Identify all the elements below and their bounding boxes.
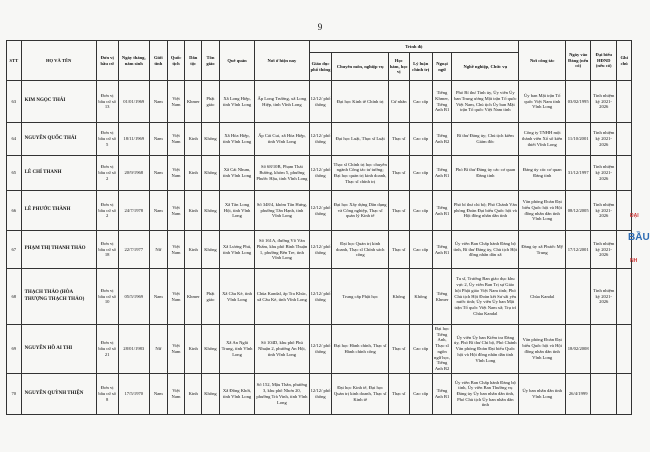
cell-specialty: Đại học Kinh tế, Đại học Quản trị kinh doanh, Thạc sĩ Kinh tế	[332, 373, 388, 414]
cell-job: Phó Bí thư Tỉnh ủy, Ủy viên Ủy ban Trung ương Mặt trận Tổ quốc Việt Nam, Chủ tịch Ủy ban Mặt trận Tổ quốc Việt Nam tỉnh	[452, 81, 519, 123]
header-dob: Ngày tháng, năm sinh	[118, 41, 149, 81]
cell-religion: Không	[202, 156, 220, 191]
cell-hdnd: Tỉnh nhiệm kỳ 2021-2026	[591, 156, 617, 191]
cell-name: PHẠM THỊ THANH THẢO	[21, 231, 96, 269]
cell-stt: 69	[7, 325, 22, 374]
header-specialty: Chuyên môn, nghiệp vụ	[332, 53, 388, 81]
header-religion: Tôn giáo	[202, 41, 220, 81]
header-politics: Lý luận chính trị	[409, 53, 432, 81]
cell-unit: Đơn vị bầu cử số 5	[96, 123, 118, 156]
cell-nation: Việt Nam	[167, 123, 185, 156]
cell-stt: 64	[7, 123, 22, 156]
side-stamp-red-lower: NH	[630, 258, 638, 264]
cell-language: Tiếng Anh B1	[432, 231, 452, 269]
cell-dob: 22/7/1977	[118, 231, 149, 269]
cell-note	[617, 373, 632, 414]
cell-hdnd: Tỉnh nhiệm kỳ 2021-2026	[591, 191, 617, 231]
cell-language: Tiếng Anh B1	[432, 373, 452, 414]
cell-language: Tiếng Khmer	[432, 269, 452, 325]
cell-politics: Cao cấp	[409, 231, 432, 269]
cell-degree: Thạc sĩ	[388, 156, 409, 191]
cell-hometown: Xã Lương Phú, tỉnh Vĩnh Long	[219, 231, 254, 269]
cell-ethnic: Kinh	[185, 156, 202, 191]
header-unit: Đơn vị bầu cử	[96, 41, 118, 81]
cell-specialty: Đại học Luật, Thạc sĩ Luật	[332, 123, 388, 156]
cell-dob: 24/7/1978	[118, 191, 149, 231]
cell-general: 12/12/ phổ thông	[309, 191, 332, 231]
cell-language: Đại học Tiếng Anh, Thạc sĩ ngôn ngữ học, Tiếng Anh B2	[432, 325, 452, 374]
cell-residence: Số 161A, đường Võ Văn Phẩm, khu phố Bình Thuận 1, phường Bến Tre, tỉnh Vĩnh Long	[255, 231, 309, 269]
table-row	[7, 269, 632, 325]
header-job: Nghề nghiệp, Chức vụ	[452, 53, 519, 81]
cell-job: Tu sĩ, Trưởng Ban giáo dục khu vực 2, Ủy viên Ban Trị sự Giáo hội Phật giáo Việt Nam tỉnh; Phó Chủ tịch Hội Đoàn kết Sư sãi yêu nước tỉnh; Ủy viên Ủy ban Mặt trận Tổ quốc Việt Nam xã; Trụ trì Chùa Kandal	[452, 269, 519, 325]
cell-stt: 63	[7, 81, 22, 123]
cell-religion: Phật giáo	[202, 269, 220, 325]
cell-general: 12/12/ phổ thông	[309, 269, 332, 325]
cell-residence: Ấp Long Trường, xã Long Hiệp, tỉnh Vĩnh Long	[255, 81, 309, 123]
cell-party: 18/02/2008	[566, 325, 591, 374]
cell-residence: Số 68/10B, Phạm Thái Bường, khóm 5, phường Phước Hậu, tỉnh Vĩnh Long	[255, 156, 309, 191]
cell-residence: Số 104D, khu phố Phú Nhuận 2, phường An Hội, tỉnh Vĩnh Long	[255, 325, 309, 374]
cell-unit: Đơn vị bầu cử số 18	[96, 231, 118, 269]
cell-hdnd	[591, 373, 617, 414]
cell-party: 26/4/1999	[566, 373, 591, 414]
cell-politics: Cao cấp	[409, 81, 432, 123]
cell-ethnic: Kinh	[185, 123, 202, 156]
cell-stt: 65	[7, 156, 22, 191]
cell-workplace: Đảng ủy xã Phước Mỹ Trung	[519, 231, 566, 269]
cell-hometown: Xã An Ngãi Trung, tỉnh Vĩnh Long	[219, 325, 254, 374]
cell-hdnd: Tỉnh nhiệm kỳ 2021-2026	[591, 231, 617, 269]
cell-language: Tiếng Anh B2	[432, 123, 452, 156]
cell-unit: Đơn vị bầu cử số 21	[96, 325, 118, 374]
cell-unit: Đơn vị bầu cử số 2	[96, 191, 118, 231]
cell-religion: Phật giáo	[202, 81, 220, 123]
header-stt: STT	[7, 41, 22, 81]
cell-workplace: Công ty TNHH một thành viên Xổ số kiến thiết Vĩnh Long	[519, 123, 566, 156]
cell-note	[617, 325, 632, 374]
cell-residence: Chùa Kandal, ấp Tra Khúc, xã Cầu Kè, tỉnh Vĩnh Long	[255, 269, 309, 325]
cell-nation: Việt Nam	[167, 191, 185, 231]
cell-specialty: Đại học Xây dựng Dân dụng và Công nghiệp, Thạc sĩ quản lý Kinh tế	[332, 191, 388, 231]
cell-hdnd: Tỉnh nhiệm kỳ 2021-2026	[591, 269, 617, 325]
cell-note	[617, 191, 632, 231]
cell-hdnd: Tỉnh nhiệm kỳ 2021-2026	[591, 81, 617, 123]
cell-dob: 28/01/1983	[118, 325, 149, 374]
cell-name: THẠCH THẢO (HÒA THƯỢNG THẠCH THẢO)	[21, 269, 96, 325]
cell-general: 12/12/ phổ thông	[309, 373, 332, 414]
page-number: 9	[317, 22, 323, 32]
cell-sex: Nam	[149, 191, 167, 231]
cell-job: Ủy viên Ban Chấp hành Đảng bộ tỉnh, Bí thư Đảng ủy, Chủ tịch Hội đồng nhân dân xã	[452, 231, 519, 269]
cell-specialty: Thạc sĩ Chính trị học chuyên ngành Công tác tư tưởng; Đại học quản trị kinh doanh, Thạc sĩ chính trị	[332, 156, 388, 191]
cell-name: KIM NGỌC THÁI	[21, 81, 96, 123]
header-degree: Học hàm, học vị	[388, 53, 409, 81]
cell-workplace: Ủy ban nhân dân tỉnh Vĩnh Long	[519, 373, 566, 414]
cell-stt: 66	[7, 191, 22, 231]
cell-religion: Không	[202, 231, 220, 269]
cell-job: Ủy viên Ủy ban Kiểm tra Đảng ủy, Phó Bí thư Chi bộ, Phó Chánh Văn phòng Đoàn Đại biểu Quốc hội và Hội đồng nhân dân tỉnh Vĩnh Long	[452, 325, 519, 374]
cell-note	[617, 156, 632, 191]
cell-sex: Nữ	[149, 325, 167, 374]
cell-dob: 18/11/1969	[118, 123, 149, 156]
cell-workplace: Văn phòng Đoàn Đại biểu Quốc hội và Hội đồng nhân dân tỉnh Vĩnh Long	[519, 325, 566, 374]
cell-name: NGUYỄN HỒ AI THI	[21, 325, 96, 374]
header-name: HỌ VÀ TÊN	[21, 41, 96, 81]
cell-ethnic: Kinh	[185, 191, 202, 231]
cell-dob: 05/5/1969	[118, 269, 149, 325]
cell-nation: Việt Nam	[167, 269, 185, 325]
cell-general: 12/12/ phổ thông	[309, 325, 332, 374]
cell-stt: 70	[7, 373, 22, 414]
cell-dob: 17/5/1970	[118, 373, 149, 414]
cell-workplace: Chùa Kandal	[519, 269, 566, 325]
cell-job: Phó bí thư chi bộ; Phó Chánh Văn phòng Đoàn Đại biểu Quốc hội và Hội đồng nhân dân tỉnh	[452, 191, 519, 231]
cell-party: 31/12/1997	[566, 156, 591, 191]
cell-ethnic: Kinh	[185, 231, 202, 269]
cell-nation: Việt Nam	[167, 231, 185, 269]
cell-name: LÊ PHƯỚC THÀNH	[21, 191, 96, 231]
header-education: Trình độ	[309, 41, 519, 53]
cell-unit: Đơn vị bầu cử số 2	[96, 156, 118, 191]
cell-party: 08/12/2005	[566, 191, 591, 231]
cell-residence: Số 348/4, khóm Tân Hưng, phường Tân Hạnh, tỉnh Vĩnh Long	[255, 191, 309, 231]
cell-name: LÊ CHÍ THANH	[21, 156, 96, 191]
cell-residence: Ấp Cái Cui, xã Hòa Hiệp, tỉnh Vĩnh Long	[255, 123, 309, 156]
cell-religion: Không	[202, 191, 220, 231]
side-stamp-blue: BẦU	[628, 232, 650, 243]
cell-degree: Thạc sĩ	[388, 231, 409, 269]
cell-sex: Nam	[149, 123, 167, 156]
cell-unit: Đơn vị bầu cử số 8	[96, 373, 118, 414]
header-party: Ngày vào Đảng (nếu có)	[566, 41, 591, 81]
cell-ethnic: Kinh	[185, 325, 202, 374]
cell-stt: 67	[7, 231, 22, 269]
cell-hometown: Xã Long Hiệp, tỉnh Vĩnh Long	[219, 81, 254, 123]
cell-unit: Đơn vị bầu cử số 10	[96, 269, 118, 325]
cell-degree: Không	[388, 269, 409, 325]
cell-degree: Thạc sĩ	[388, 373, 409, 414]
cell-name: NGUYỄN QUỐC THÁI	[21, 123, 96, 156]
cell-workplace: Đảng ủy các cơ quan Đảng tỉnh	[519, 156, 566, 191]
cell-politics: Cao cấp	[409, 373, 432, 414]
cell-politics: Cao cấp	[409, 156, 432, 191]
cell-dob: 20/9/1968	[118, 156, 149, 191]
cell-sex: Nữ	[149, 231, 167, 269]
table-row	[7, 191, 632, 231]
cell-party: 11/10/2001	[566, 123, 591, 156]
cell-specialty: Đại học Quản trị kinh doanh, Thạc sĩ Chính sách công	[332, 231, 388, 269]
cell-ethnic: Khmer	[185, 81, 202, 123]
cell-religion: Không	[202, 123, 220, 156]
header-language: Ngoại ngữ	[432, 53, 452, 81]
cell-party: 03/02/1995	[566, 81, 591, 123]
cell-politics: Cao cấp	[409, 325, 432, 374]
cell-specialty: Trung cấp Phật học	[332, 269, 388, 325]
candidate-table	[6, 40, 632, 415]
cell-sex: Nam	[149, 373, 167, 414]
cell-nation: Việt Nam	[167, 373, 185, 414]
cell-hometown: Xã Cái Nhum, tỉnh Vĩnh Long	[219, 156, 254, 191]
cell-job: Bí thư Đảng ủy; Chủ tịch kiêm Giám đốc	[452, 123, 519, 156]
cell-hometown: Xã Hòa Hiệp, tỉnh Vĩnh Long	[219, 123, 254, 156]
cell-specialty: Đại học Kinh tế Chính trị	[332, 81, 388, 123]
header-workplace: Nơi công tác	[519, 41, 566, 81]
cell-sex: Nam	[149, 81, 167, 123]
cell-ethnic: Khmer	[185, 269, 202, 325]
header-note: Ghi chú	[617, 41, 632, 81]
header-residence: Nơi ở hiện nay	[255, 41, 309, 81]
cell-name: NGUYỄN QUỲNH THIỆN	[21, 373, 96, 414]
cell-note	[617, 123, 632, 156]
cell-degree: Cử nhân	[388, 81, 409, 123]
cell-degree: Thạc sĩ	[388, 123, 409, 156]
table-row	[7, 325, 632, 374]
cell-degree: Thạc sĩ	[388, 325, 409, 374]
side-stamp-red: ĐẠI	[630, 213, 639, 219]
cell-language: Tiếng Anh B1	[432, 191, 452, 231]
cell-language: Tiếng Anh B1	[432, 156, 452, 191]
table-row	[7, 81, 632, 123]
cell-hometown: Xã Cầu Kè, tỉnh Vĩnh Long	[219, 269, 254, 325]
cell-sex: Nam	[149, 156, 167, 191]
cell-degree: Thạc sĩ	[388, 191, 409, 231]
cell-hdnd	[591, 325, 617, 374]
cell-workplace: Ủy ban Mặt trận Tổ quốc Việt Nam tỉnh Vĩnh Long	[519, 81, 566, 123]
cell-general: 12/12/ phổ thông	[309, 231, 332, 269]
cell-ethnic: Kinh	[185, 373, 202, 414]
cell-politics: Không	[409, 269, 432, 325]
header-sex: Giới tính	[149, 41, 167, 81]
table-row	[7, 123, 632, 156]
cell-job: Phó Bí thư Đảng ủy các cơ quan Đảng tỉnh	[452, 156, 519, 191]
cell-general: 12/12/ phổ thông	[309, 156, 332, 191]
cell-religion: Không	[202, 325, 220, 374]
cell-language: Tiếng Khmer, Tiếng Anh B1	[432, 81, 452, 123]
cell-stt: 68	[7, 269, 22, 325]
cell-politics: Cao cấp	[409, 123, 432, 156]
cell-general: 12/12/ phổ thông	[309, 81, 332, 123]
table-row	[7, 373, 632, 414]
header-general: Giáo dục phổ thông	[309, 53, 332, 81]
cell-workplace: Văn phòng Đoàn Đại biểu Quốc hội và Hội đồng nhân dân tỉnh Vĩnh Long	[519, 191, 566, 231]
cell-sex: Nam	[149, 269, 167, 325]
table-row	[7, 231, 632, 269]
cell-specialty: Đại học Hành chính, Thạc sĩ Hành chính công	[332, 325, 388, 374]
header-ethnic: Dân tộc	[185, 41, 202, 81]
cell-residence: Số 152, Mậu Thân, phường 3, khu phố Nhơn 20, phường Trà Vinh, tỉnh Vĩnh Long	[255, 373, 309, 414]
cell-party: 17/12/2001	[566, 231, 591, 269]
cell-job: Ủy viên Ban Chấp hành Đảng bộ tỉnh, Ủy viên Ban Thường vụ Đảng ủy Ủy ban nhân dân tỉnh, Phó Chủ tịch Ủy ban nhân dân tỉnh	[452, 373, 519, 414]
cell-note	[617, 269, 632, 325]
table-row	[7, 156, 632, 191]
cell-hometown: Xã Tân Long Hội, tỉnh Vĩnh Long	[219, 191, 254, 231]
cell-nation: Việt Nam	[167, 156, 185, 191]
cell-note	[617, 81, 632, 123]
cell-religion: Không	[202, 373, 220, 414]
cell-general: 12/12/ phổ thông	[309, 123, 332, 156]
cell-unit: Đơn vị bầu cử số 13	[96, 81, 118, 123]
cell-nation: Việt Nam	[167, 325, 185, 374]
cell-politics: Cao cấp	[409, 191, 432, 231]
cell-nation: Việt Nam	[167, 81, 185, 123]
header-hdnd: Đại biểu HĐND (nếu có)	[591, 41, 617, 81]
header-hometown: Quê quán	[219, 41, 254, 81]
header-nation: Quốc tịch	[167, 41, 185, 81]
cell-party	[566, 269, 591, 325]
cell-hdnd: Tỉnh nhiệm kỳ 2021-2026	[591, 123, 617, 156]
cell-dob: 01/01/1969	[118, 81, 149, 123]
cell-hometown: Xã Đồng Khởi, tỉnh Vĩnh Long	[219, 373, 254, 414]
